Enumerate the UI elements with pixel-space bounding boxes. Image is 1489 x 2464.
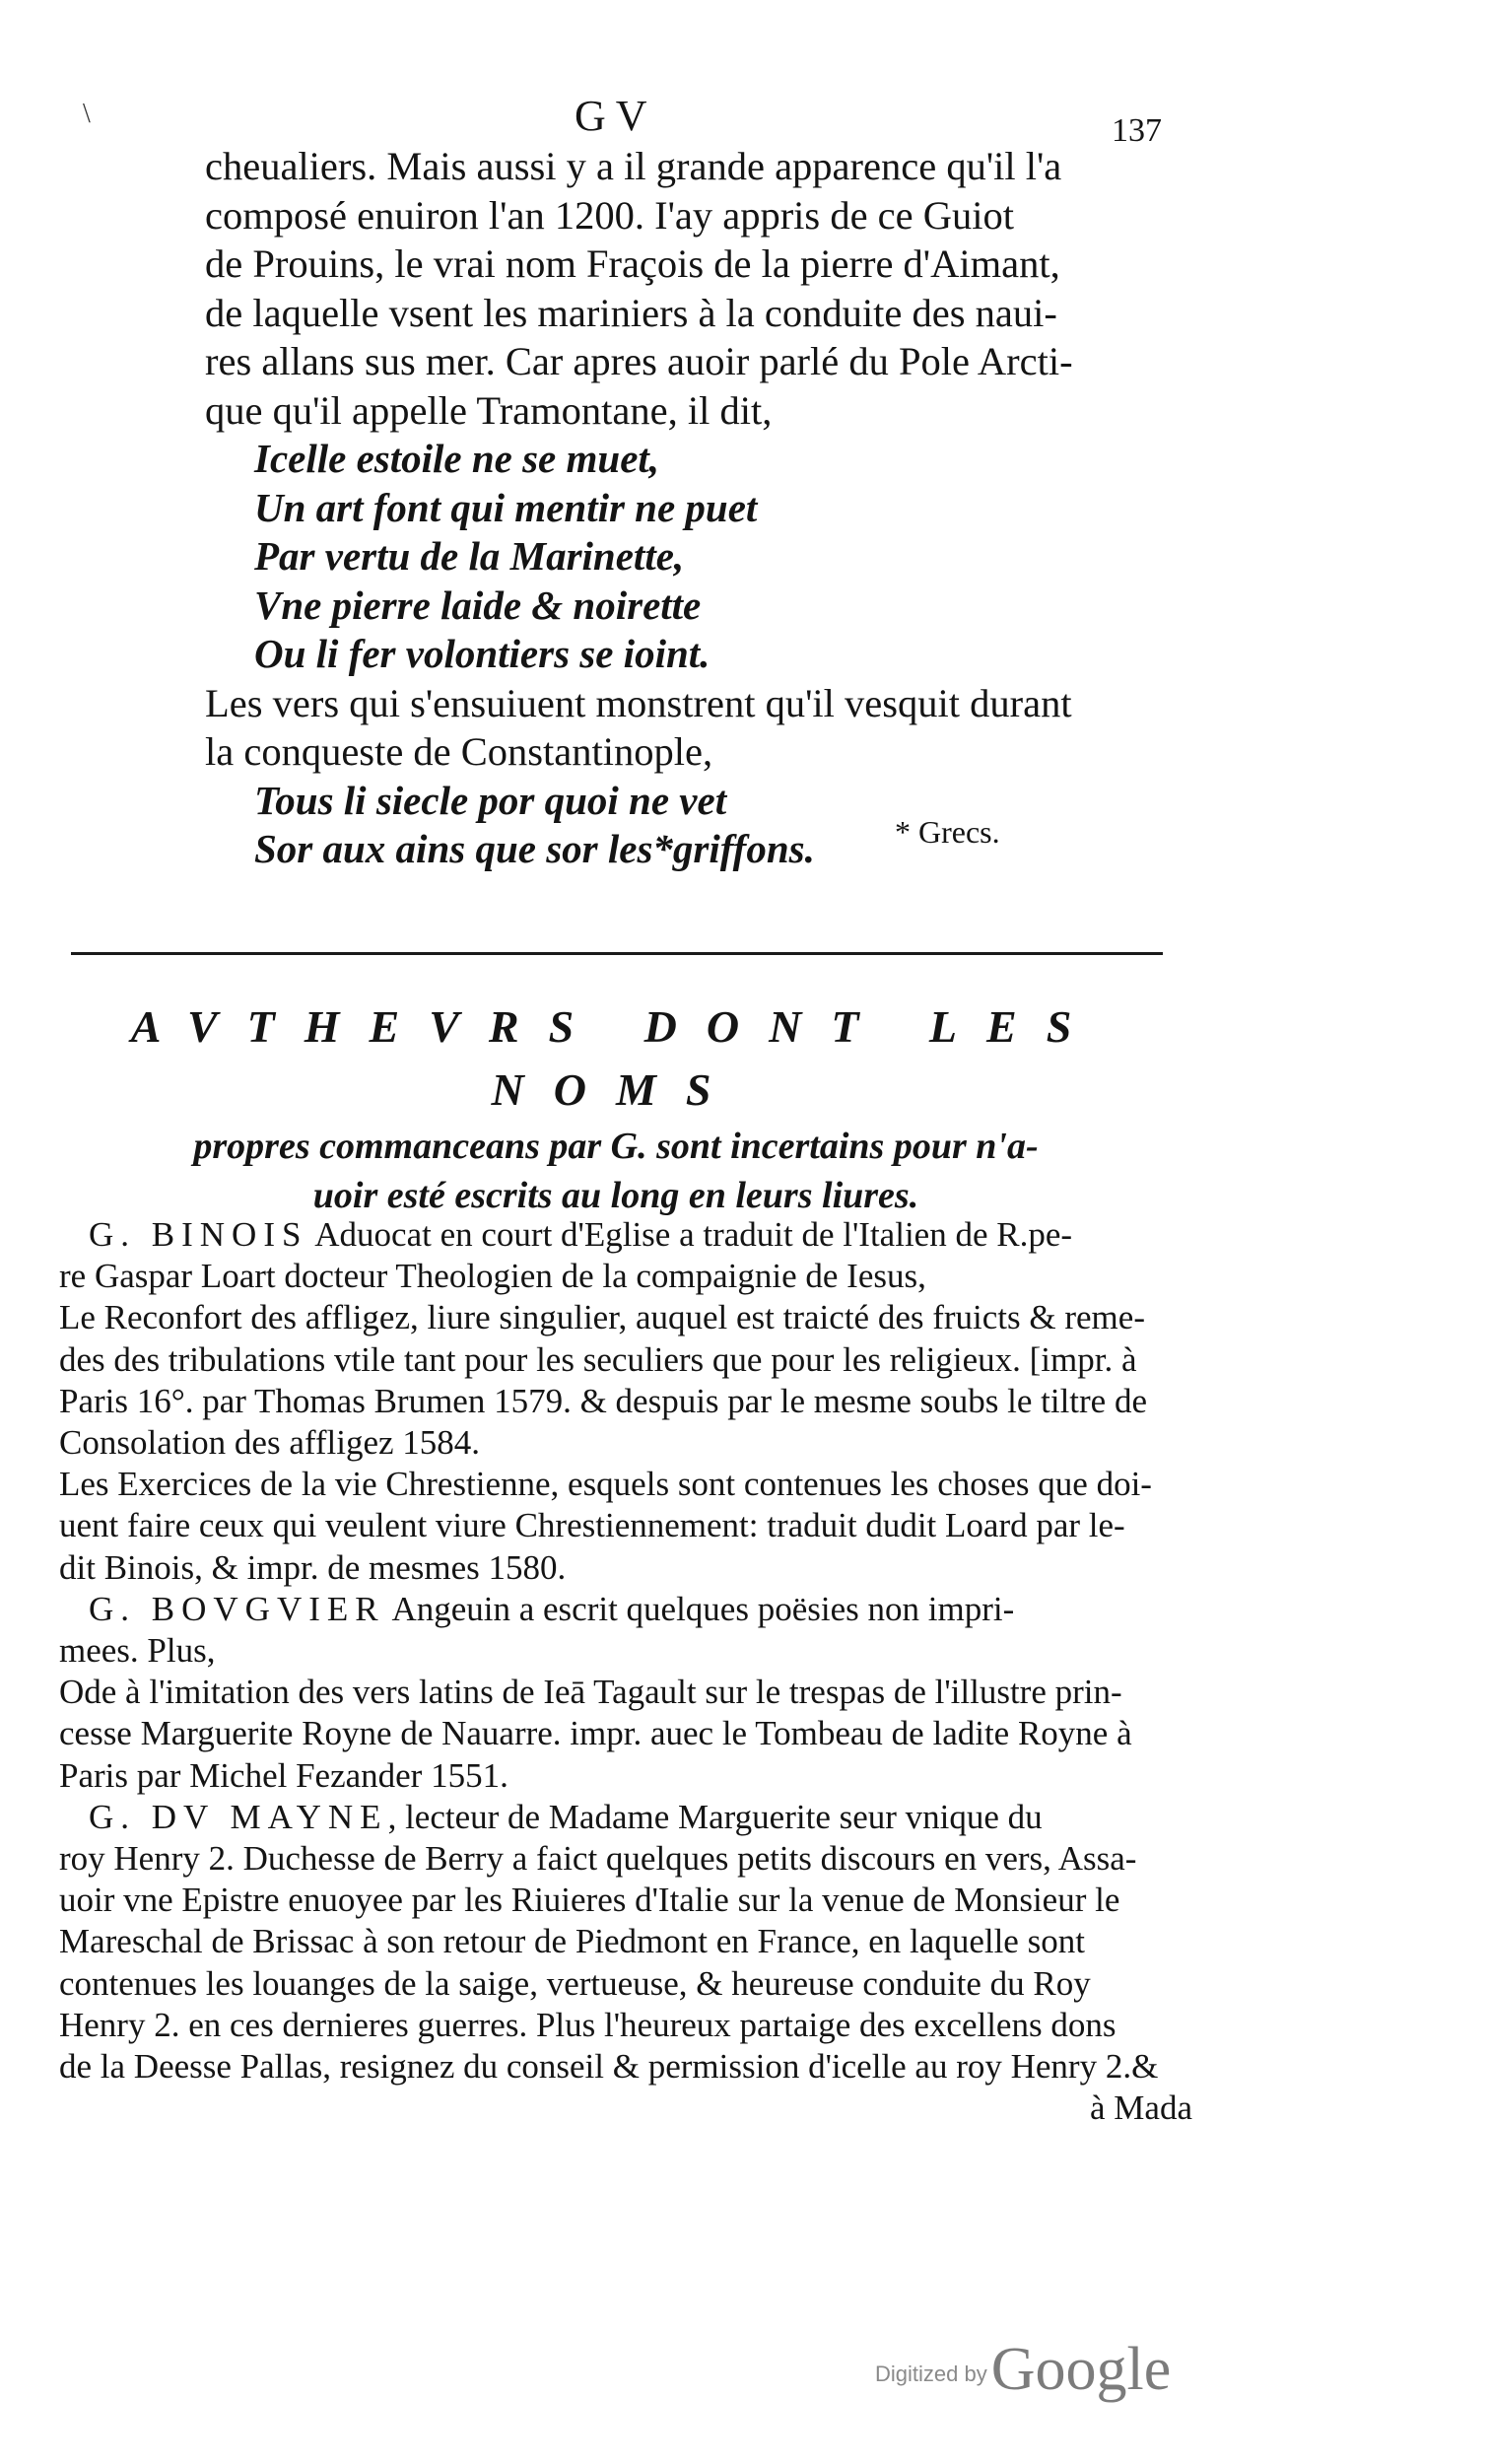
- text-line: que qu'il appelle Tramontane, il dit,: [205, 387, 773, 433]
- verse-line: Par vertu de la Marinette,: [254, 533, 685, 579]
- author-name: G. BOVGVIER: [89, 1589, 385, 1628]
- page-number: 137: [1112, 112, 1162, 149]
- entry-text: , lecteur de Madame Marguerite seur vnique du: [387, 1797, 1043, 1836]
- author-name: G. BINOIS: [89, 1215, 308, 1254]
- heading-line-2: propres commanceans par G. sont incertains pour n'a-: [193, 1126, 1039, 1167]
- entry-line: Mareschal de Brissac à son retour de Piedmont en France, en laquelle sont: [59, 1922, 1085, 1961]
- verse-line: Icelle estoile ne se muet,: [254, 436, 660, 481]
- entry-dumayne: [59, 1797, 1192, 1838]
- section-heading: [59, 995, 1173, 1220]
- verse-line: Sor aux ains que sor les*griffons.: [254, 826, 815, 871]
- text-line: res allans sus mer. Car apres auoir parlé du Pole Arcti-: [205, 339, 1073, 383]
- entry-binois: [59, 1214, 1192, 1256]
- entry-text: Angeuin a escrit quelques poësies non impri-: [391, 1589, 1015, 1628]
- entry-line: des des tribulations vtile tant pour les seculiers que pour les religieux. [impr. à: [59, 1339, 1137, 1379]
- entry-line: contenues les louanges de la saige, vertueuse, & heureuse conduite du Roy: [59, 1963, 1091, 2003]
- entry-line: Les Exercices de la vie Chrestienne, esquels sont contenues les choses que doi-: [59, 1465, 1152, 1504]
- entry-line: Paris par Michel Fezander 1551.: [59, 1755, 508, 1795]
- heading-line-3: uoir esté escrits au long en leurs liures.: [312, 1175, 919, 1216]
- margin-note: * Grecs.: [895, 814, 1000, 850]
- entry-line: roy Henry 2. Duchesse de Berry a faict quelques petits discours en vers, Assa-: [59, 1839, 1137, 1879]
- entry-line: uoir vne Epistre enuoyee par les Riuieres d'Italie sur la venue de Monsieur le: [59, 1881, 1120, 1920]
- top-text-block: [205, 142, 1073, 874]
- entry-text: Aduocat en court d'Eglise a traduit de l'Italien de R.pe-: [314, 1215, 1073, 1254]
- entry-line: de la Deesse Pallas, resignez du conseil & permission d'icelle au roy Henry 2.&: [59, 2047, 1159, 2087]
- entry-line: re Gaspar Loart docteur Theologien de la compaignie de Iesus,: [59, 1257, 926, 1296]
- entries-body: [59, 1214, 1192, 2129]
- google-logo: Google: [990, 2336, 1172, 2403]
- text-line: la conqueste de Constantinople,: [205, 729, 713, 774]
- verse-line: Vne pierre laide & noirette: [254, 582, 702, 628]
- entry-line: Ode à l'imitation des vers latins de Ieā Tagault sur le trespas de l'illustre prin-: [59, 1673, 1122, 1712]
- text-line: de Prouins, le vrai nom Fraçois de la pierre d'Aimant,: [205, 241, 1060, 286]
- entry-line: Consolation des affligez 1584.: [59, 1423, 481, 1463]
- text-line: composé enuiron l'an 1200. I'ay appris de ce Guiot: [205, 192, 1014, 238]
- verse-line: Un art font qui mentir ne puet: [254, 484, 758, 530]
- section-rule: [71, 952, 1163, 955]
- entry-line: Le Reconfort des affligez, liure singulier, auquel est traicté des fruicts & reme-: [59, 1298, 1145, 1337]
- heading-line-1: AVTHEVRS DONT LES NOMS: [130, 1001, 1102, 1115]
- verse-line: Tous li siecle por quoi ne vet: [254, 777, 727, 823]
- text-line: Les vers qui s'ensuiuent monstrent qu'il vesquit durant: [205, 680, 1072, 725]
- entry-line: Henry 2. en ces dernieres guerres. Plus l'heureux partaige des excellens dons: [59, 2005, 1117, 2044]
- entry-line: cesse Marguerite Royne de Nauarre. impr. auec le Tombeau de ladite Royne à: [59, 1714, 1132, 1753]
- entry-bouguier: [59, 1589, 1192, 1630]
- digitized-watermark: [875, 2335, 1171, 2405]
- entry-line: mees. Plus,: [59, 1631, 216, 1671]
- watermark-prefix: Digitized by: [875, 2361, 987, 2386]
- text-line: de laquelle vsent les mariniers à la conduite des naui-: [205, 290, 1057, 335]
- author-name: G. DV MAYNE: [89, 1797, 388, 1836]
- entry-line: Paris 16°. par Thomas Brumen 1579. & despuis par le mesme soubs le tiltre de: [59, 1381, 1148, 1420]
- entry-line: dit Binois, & impr. de mesmes 1580.: [59, 1547, 567, 1587]
- corner-mark: \: [83, 99, 91, 129]
- entry-line: uent faire ceux qui veulent viure Chrestiennement: traduit dudit Loard par le-: [59, 1506, 1125, 1545]
- running-head: GV: [575, 92, 657, 140]
- catchword: à Mada: [1090, 2088, 1192, 2128]
- text-line: cheualiers. Mais aussi y a il grande apparence qu'il l'a: [205, 144, 1062, 188]
- verse-line: Ou li fer volontiers se ioint.: [254, 631, 711, 676]
